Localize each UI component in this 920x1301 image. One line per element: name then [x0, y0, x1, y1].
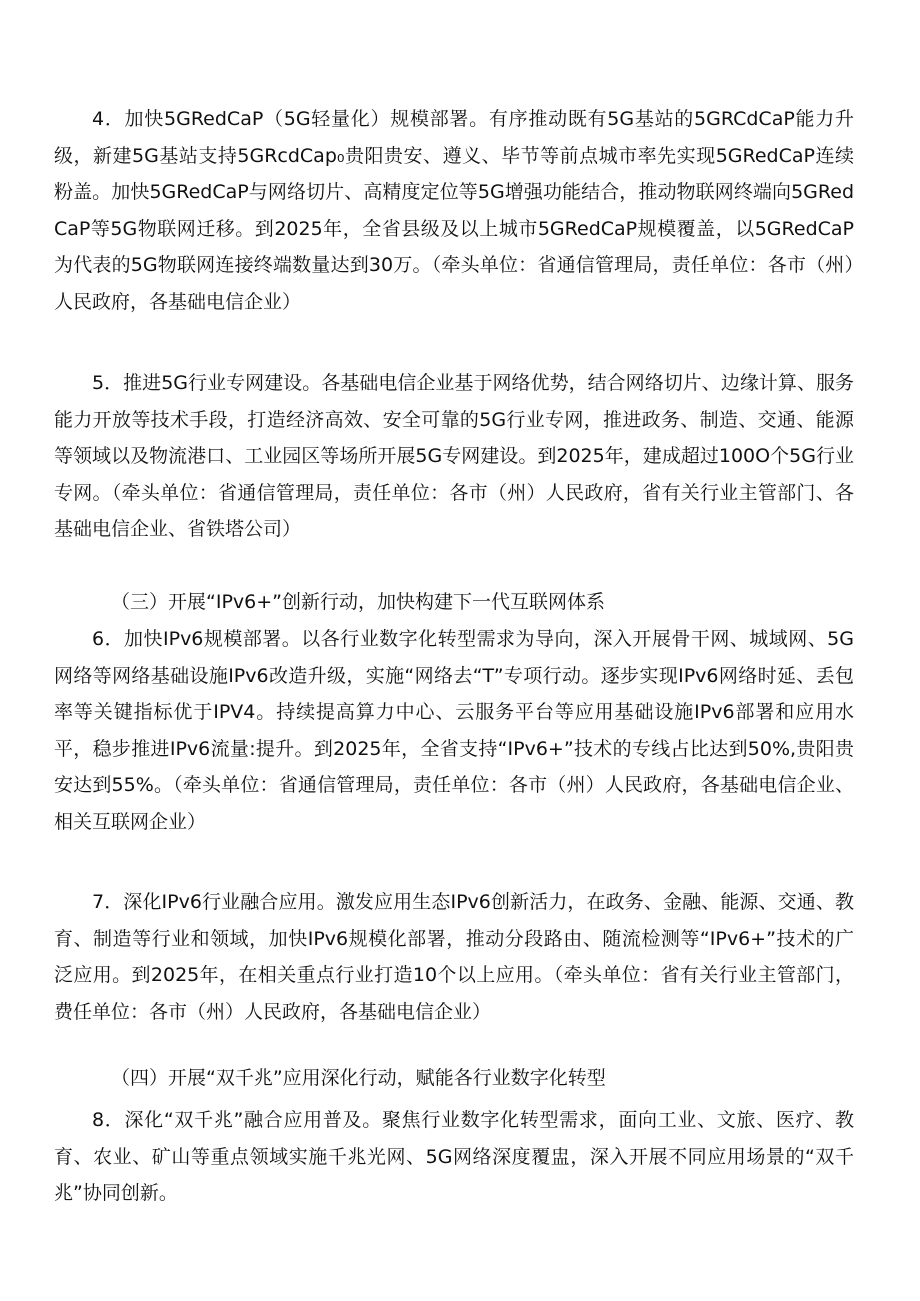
section-heading-4: （四）开展“双千兆”应用深化行动，赋能各行业数字化转型: [111, 1067, 606, 1089]
section-heading-3: （三）开展“IPv6+”创新行动，加快构建下一代互联网体系: [111, 591, 606, 613]
paragraph-item-6: 6．加快IPv6规模部署。以各行业数字化转型需求为导向，深入开展骨干网、城域网、5G网络等网络基础设施IPv6改造升级，实施“网络去“T”专项行动。逐步实现IPv6网络时延、丢包率等关键指标优于IPV4。持续提高算力中心、云服务平台等应用基础设施IPv6部署和应用水平，稳步推进IPv6流量:提升。到2025年，全省支持“IPv6+”技术的专线占比达到50%,贵阳贵安达到55%。（牵头单位：省通信管理局，责任单位：各市（州）人民政府，各基础电信企业、相关互联网企业）: [54, 628, 854, 833]
paragraph-item-7: 7．深化IPv6行业融合应用。激发应用生态IPv6创新活力，在政务、金融、能源、交通、教育、制造等行业和领域，加快IPv6规模化部署，推动分段路由、随流检测等“IPv6+”技术的广泛应用。到2025年，在相关重点行业打造10个以上应用。（牵头单位：省有关行业主管部门，费任单位：各市（州）人民政府，各基础电信企业）: [54, 891, 854, 1023]
paragraph-item-8: 8．深化“双千兆”融合应用普及。聚焦行业数字化转型需求，面向工业、文旅、医疗、教育、农业、矿山等重点领域实施千兆光网、5G网络深度覆盅，深入开展不同应用场景的“双千兆”协同创新。: [54, 1109, 854, 1205]
paragraph-item-4: 4．加快5GRedCaP（5G轻量化）规模部署。有序推动既有5G基站的5GRCdCaP能力升级，新建5G基站支持5GRcdCap₀贵阳贵安、遵义、毕节等前点城市率先实现5GRedCaP连续粉盖。加快5GRedCaP与网络切片、高精度定位等5G增强功能结合，推动物联网终端向5GRedCaP等5G物联网迁移。到2025年，全省县级及以上城市5GRedCaP规模覆盖，以5GRedCaP为代表的5G物联网连接终端数量达到30万。（牵头单位：省通信管理局，责任单位：各市（州）人民政府，各基础电信企业）: [54, 108, 854, 313]
paragraph-item-5: 5．推进5G行业专网建设。各基础电信企业基于网络优势，结合网络切片、边缘计算、服务能力开放等技术手段，打造经济高效、安全可靠的5G行业专网，推进政务、制造、交通、能源等领域以及物流港口、工业园区等场所开展5G专网建设。到2025年，建成超过100O个5G行业专网。（牵头单位：省通信管理局，责任单位：各市（州）人民政府，省有关行业主管部门、各基础电信企业、省铁塔公司）: [54, 372, 854, 541]
